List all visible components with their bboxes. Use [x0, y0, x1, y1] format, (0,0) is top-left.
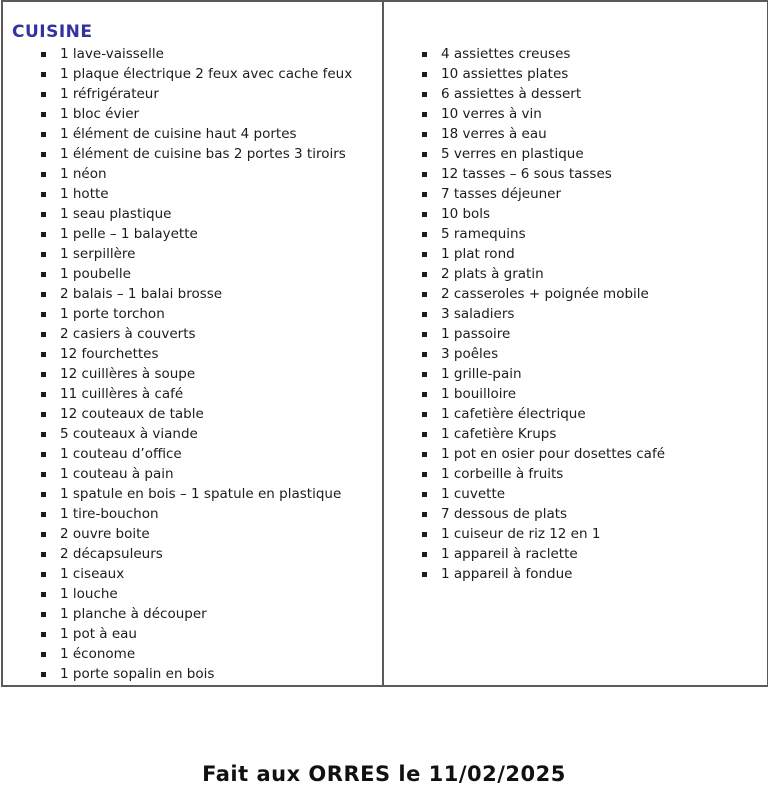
bullet-square-icon	[422, 152, 427, 157]
list-item	[384, 464, 767, 484]
list-item	[384, 184, 767, 204]
list-item	[3, 304, 382, 324]
item-label: 1 porte sopalin en bois	[60, 666, 215, 682]
list-item	[3, 264, 382, 284]
bullet-square-icon	[422, 232, 427, 237]
item-label: 18 verres à eau	[441, 126, 547, 142]
bullet-square-icon	[41, 352, 46, 357]
bullet-square-icon	[41, 672, 46, 677]
bullet-square-icon	[41, 172, 46, 177]
list-item	[3, 544, 382, 564]
item-label: 10 assiettes plates	[441, 66, 569, 82]
item-label: 1 tire-bouchon	[60, 506, 159, 522]
bullet-square-icon	[41, 92, 46, 97]
list-item	[384, 564, 767, 584]
item-label: 1 appareil à raclette	[441, 546, 578, 562]
list-item	[384, 384, 767, 404]
list-item	[384, 304, 767, 324]
list-item	[384, 264, 767, 284]
bullet-square-icon	[41, 292, 46, 297]
item-label: 1 couteau d’office	[60, 446, 182, 462]
list-item	[3, 244, 382, 264]
bullet-square-icon	[41, 492, 46, 497]
bullet-square-icon	[422, 392, 427, 397]
item-label: 1 plaque électrique 2 feux avec cache feux	[60, 66, 353, 82]
inventory-table	[1, 0, 768, 687]
list-item	[384, 84, 767, 104]
list-item	[3, 344, 382, 364]
bullet-square-icon	[422, 412, 427, 417]
item-label: 1 corbeille à fruits	[441, 466, 564, 482]
item-label: 7 dessous de plats	[441, 506, 568, 522]
bullet-square-icon	[41, 512, 46, 517]
bullet-square-icon	[41, 212, 46, 217]
bullet-square-icon	[41, 192, 46, 197]
bullet-square-icon	[41, 72, 46, 77]
list-item	[3, 644, 382, 664]
list-item	[3, 224, 382, 244]
bullet-square-icon	[41, 332, 46, 337]
list-item	[384, 284, 767, 304]
item-label: 6 assiettes à dessert	[441, 86, 582, 102]
bullet-square-icon	[41, 312, 46, 317]
list-item	[3, 144, 382, 164]
bullet-square-icon	[41, 392, 46, 397]
bullet-square-icon	[41, 272, 46, 277]
item-label: 1 seau plastique	[60, 206, 172, 222]
item-label: 1 lave-vaisselle	[60, 46, 164, 62]
tableware-list	[384, 44, 767, 584]
bullet-square-icon	[422, 272, 427, 277]
bullet-square-icon	[422, 312, 427, 317]
item-label: 12 couteaux de table	[60, 406, 204, 422]
list-item	[384, 524, 767, 544]
item-label: 12 cuillères à soupe	[60, 366, 196, 382]
bullet-square-icon	[41, 572, 46, 577]
item-label: 1 élément de cuisine bas 2 portes 3 tiroirs	[60, 146, 346, 162]
list-item	[3, 464, 382, 484]
bullet-square-icon	[41, 252, 46, 257]
list-item	[3, 384, 382, 404]
list-item	[3, 164, 382, 184]
item-label: 1 élément de cuisine haut 4 portes	[60, 126, 297, 142]
bullet-square-icon	[422, 112, 427, 117]
item-label: 1 grille-pain	[441, 366, 522, 382]
list-item	[3, 484, 382, 504]
bullet-square-icon	[41, 652, 46, 657]
item-label: 1 passoire	[441, 326, 511, 342]
bullet-square-icon	[41, 632, 46, 637]
bullet-square-icon	[422, 532, 427, 537]
list-item	[384, 444, 767, 464]
bullet-square-icon	[422, 492, 427, 497]
item-label: 2 casseroles + poignée mobile	[441, 286, 649, 302]
bullet-square-icon	[41, 132, 46, 137]
item-label: 12 tasses – 6 sous tasses	[441, 166, 612, 182]
item-label: 3 saladiers	[441, 306, 515, 322]
item-label: 7 tasses déjeuner	[441, 186, 562, 202]
item-label: 1 bouilloire	[441, 386, 517, 402]
item-label: 1 néon	[60, 166, 107, 182]
item-label: 1 appareil à fondue	[441, 566, 573, 582]
item-label: 1 spatule en bois – 1 spatule en plastique	[60, 486, 342, 502]
bullet-square-icon	[422, 332, 427, 337]
item-label: 1 louche	[60, 586, 118, 602]
list-item	[3, 64, 382, 84]
item-label: 1 économe	[60, 646, 136, 662]
item-label: 4 assiettes creuses	[441, 46, 571, 62]
inventory-table-left-cell	[3, 2, 384, 685]
item-label: 12 fourchettes	[60, 346, 159, 362]
item-label: 1 hotte	[60, 186, 109, 202]
item-label: 2 plats à gratin	[441, 266, 544, 282]
list-item	[3, 284, 382, 304]
bullet-square-icon	[41, 612, 46, 617]
kitchen-equipment-list	[3, 44, 382, 684]
item-label: 1 cafetière électrique	[441, 406, 586, 422]
bullet-square-icon	[422, 552, 427, 557]
list-item	[3, 364, 382, 384]
item-label: 5 couteaux à viande	[60, 426, 198, 442]
bullet-square-icon	[41, 232, 46, 237]
list-item	[3, 424, 382, 444]
bullet-square-icon	[41, 152, 46, 157]
bullet-square-icon	[41, 52, 46, 57]
bullet-square-icon	[422, 132, 427, 137]
list-item	[384, 544, 767, 564]
list-item	[384, 104, 767, 124]
item-label: 2 décapsuleurs	[60, 546, 163, 562]
list-item	[3, 604, 382, 624]
bullet-square-icon	[422, 352, 427, 357]
list-item	[3, 524, 382, 544]
bullet-square-icon	[41, 432, 46, 437]
bullet-square-icon	[422, 92, 427, 97]
list-item	[3, 444, 382, 464]
item-label: 5 ramequins	[441, 226, 526, 242]
bullet-square-icon	[422, 472, 427, 477]
bullet-square-icon	[41, 112, 46, 117]
list-item	[3, 124, 382, 144]
bullet-square-icon	[422, 372, 427, 377]
item-label: 1 cuvette	[441, 486, 506, 502]
item-label: 10 bols	[441, 206, 491, 222]
item-label: 1 ciseaux	[60, 566, 125, 582]
list-item	[3, 504, 382, 524]
bullet-square-icon	[422, 72, 427, 77]
bullet-square-icon	[422, 212, 427, 217]
list-item	[384, 364, 767, 384]
item-label: 1 pot à eau	[60, 626, 137, 642]
item-label: 2 balais – 1 balai brosse	[60, 286, 223, 302]
list-item	[384, 224, 767, 244]
item-label: 1 porte torchon	[60, 306, 165, 322]
list-item	[3, 404, 382, 424]
item-label: 1 poubelle	[60, 266, 131, 282]
list-item	[384, 404, 767, 424]
list-item	[3, 204, 382, 224]
item-label: 1 plat rond	[441, 246, 515, 262]
list-item	[3, 44, 382, 64]
bullet-square-icon	[41, 452, 46, 457]
list-item	[384, 244, 767, 264]
item-label: 1 pot en osier pour dosettes café	[441, 446, 666, 462]
item-label: 3 poêles	[441, 346, 499, 362]
list-item	[384, 44, 767, 64]
list-item	[384, 144, 767, 164]
bullet-square-icon	[41, 552, 46, 557]
bullet-square-icon	[41, 412, 46, 417]
list-item	[384, 504, 767, 524]
list-item	[3, 664, 382, 684]
bullet-square-icon	[41, 532, 46, 537]
list-item	[384, 164, 767, 184]
list-item	[3, 104, 382, 124]
item-label: 1 planche à découper	[60, 606, 207, 622]
bullet-square-icon	[422, 292, 427, 297]
inventory-table-right-cell	[384, 2, 767, 685]
item-label: 5 verres en plastique	[441, 146, 584, 162]
item-label: 2 ouvre boite	[60, 526, 150, 542]
item-label: 1 réfrigérateur	[60, 86, 159, 102]
list-item	[3, 324, 382, 344]
item-label: 11 cuillères à café	[60, 386, 184, 402]
bullet-square-icon	[422, 52, 427, 57]
bullet-square-icon	[41, 472, 46, 477]
item-label: 2 casiers à couverts	[60, 326, 196, 342]
item-label: 1 bloc évier	[60, 106, 140, 122]
list-item	[3, 564, 382, 584]
bullet-square-icon	[41, 372, 46, 377]
item-label: 1 cuiseur de riz 12 en 1	[441, 526, 601, 542]
list-item	[3, 184, 382, 204]
list-item	[384, 324, 767, 344]
list-item	[384, 124, 767, 144]
list-item	[384, 484, 767, 504]
bullet-square-icon	[422, 172, 427, 177]
bullet-square-icon	[422, 192, 427, 197]
list-item	[3, 584, 382, 604]
item-label: 1 cafetière Krups	[441, 426, 557, 442]
document-footer: Fait aux ORRES le 11/02/2025	[202, 762, 566, 786]
list-item	[3, 84, 382, 104]
item-label: 10 verres à vin	[441, 106, 542, 122]
bullet-square-icon	[422, 512, 427, 517]
bullet-square-icon	[422, 572, 427, 577]
list-item	[3, 624, 382, 644]
list-item	[384, 64, 767, 84]
item-label: 1 serpillère	[60, 246, 136, 262]
item-label: 1 couteau à pain	[60, 466, 174, 482]
list-item	[384, 204, 767, 224]
bullet-square-icon	[422, 252, 427, 257]
item-label: 1 pelle – 1 balayette	[60, 226, 198, 242]
page-title: CUISINE	[12, 22, 93, 42]
bullet-square-icon	[422, 432, 427, 437]
list-item	[384, 344, 767, 364]
bullet-square-icon	[422, 452, 427, 457]
list-item	[384, 424, 767, 444]
bullet-square-icon	[41, 592, 46, 597]
